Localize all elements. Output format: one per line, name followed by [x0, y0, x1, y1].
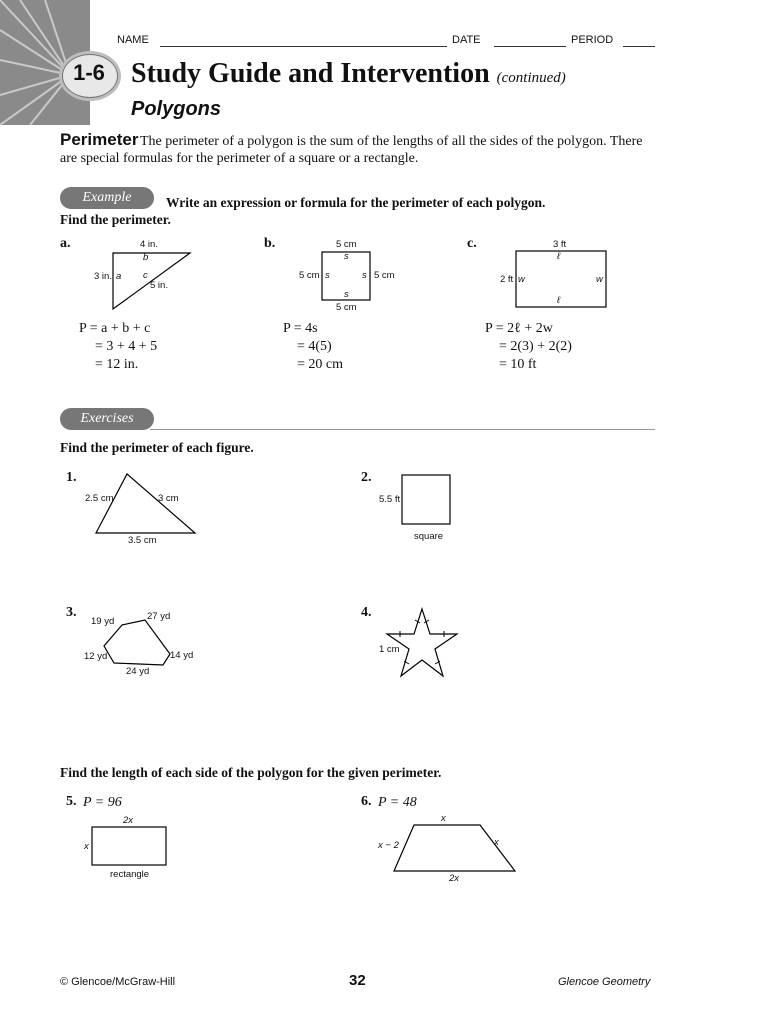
- ex-c-line-2: = 2(3) + 2(2): [499, 339, 572, 354]
- ex2-caption: square: [414, 531, 444, 542]
- title-text: Study Guide and Intervention: [131, 58, 490, 89]
- perimeter-text: The perimeter of a polygon is the sum of the lengths of all the sides of the polygon. There are special formulas for the perimeter of a square or a rectangle.: [60, 134, 643, 166]
- ex-a-b-label: b: [143, 252, 149, 263]
- ex3-side-4: 14 yd: [170, 650, 194, 661]
- exercises-pill: Exercises: [60, 408, 154, 430]
- ex-c-w-left: w: [518, 274, 525, 285]
- ex-b-line-1: P = 4s: [283, 321, 318, 336]
- ex2-side-label: 5.5 ft: [379, 494, 401, 505]
- ex-a-left-label: 3 in.: [94, 271, 112, 282]
- example-a-label: a.: [60, 236, 71, 251]
- exercises-instruction-2: Find the length of each side of the polygon for the given perimeter.: [60, 765, 442, 780]
- footer-publisher: © Glencoe/McGraw-Hill: [60, 976, 176, 988]
- period-label: PERIOD: [571, 34, 614, 46]
- ex-a-top-label: 4 in.: [140, 239, 158, 250]
- ex-c-line-1: P = 2ℓ + 2w: [485, 321, 553, 336]
- date-field[interactable]: [494, 46, 566, 47]
- ex-c-line-3: = 10 ft: [499, 357, 537, 372]
- ex1-right-label: 3 cm: [158, 493, 179, 504]
- ex-c-w-right: w: [596, 274, 603, 285]
- ex-c-l-bottom: ℓ: [557, 295, 561, 306]
- ex-a-line-1: P = a + b + c: [79, 321, 151, 336]
- ex-b-top-label: 5 cm: [336, 239, 357, 250]
- example-c-label: c.: [467, 236, 477, 251]
- period-field[interactable]: [623, 46, 655, 47]
- exercises-instruction: Find the perimeter of each figure.: [60, 440, 254, 455]
- page-number: 32: [349, 972, 366, 989]
- example-c-rectangle: [514, 249, 608, 309]
- ex-a-line-2: = 3 + 4 + 5: [95, 339, 158, 354]
- ex3-label: 3.: [66, 605, 77, 620]
- ex6-top-label: x: [441, 813, 446, 824]
- ex-b-left-label: 5 cm: [299, 270, 320, 281]
- ex3-side-5: 24 yd: [126, 666, 150, 677]
- example-instruction: Write an expression or formula for the perimeter of each polygon.: [166, 195, 546, 210]
- ex-b-s-right: s: [362, 270, 367, 281]
- page-subtitle: Polygons: [131, 98, 222, 120]
- ex5-rectangle: [90, 825, 168, 867]
- ex-a-a-label: a: [116, 271, 122, 282]
- ex-b-s-top: s: [344, 251, 349, 262]
- ex-b-s-left: s: [325, 270, 330, 281]
- ex6-trapezoid: [392, 823, 518, 873]
- ex-c-l-top: ℓ: [557, 251, 561, 262]
- page-title: [131, 58, 566, 90]
- exercises-divider: [150, 429, 655, 430]
- ex1-bottom-label: 3.5 cm: [128, 535, 157, 546]
- example-pill: Example: [60, 187, 154, 209]
- ex3-side-1: 19 yd: [91, 616, 115, 627]
- ex1-triangle: [92, 470, 202, 540]
- ex1-label: 1.: [66, 470, 77, 485]
- example-b-label: b.: [264, 236, 276, 251]
- ex1-left-label: 2.5 cm: [85, 493, 114, 504]
- footer-book: Glencoe Geometry: [558, 976, 651, 988]
- example-instruction-2: Find the perimeter.: [60, 212, 171, 227]
- ex-a-hyp-label: 5 in.: [150, 280, 168, 291]
- ex6-bottom-label: 2x: [449, 873, 460, 884]
- ex6-equation: P = 48: [378, 795, 417, 810]
- continued-label: (continued): [496, 70, 566, 86]
- ex4-side-label: 1 cm: [379, 644, 400, 655]
- date-label: DATE: [452, 34, 481, 46]
- ex5-label: 5.: [66, 794, 77, 809]
- lesson-number: 1-6: [73, 60, 105, 85]
- ex2-square: [400, 473, 452, 526]
- ex-a-line-3: = 12 in.: [95, 357, 139, 372]
- ex5-left-label: x: [84, 841, 89, 852]
- ex-b-bottom-label: 5 cm: [336, 302, 357, 313]
- ex5-caption: rectangle: [110, 869, 150, 880]
- ex-b-line-3: = 20 cm: [297, 357, 343, 372]
- ex-c-top-label: 3 ft: [553, 239, 567, 250]
- ex6-right-label: x: [494, 837, 499, 848]
- name-field[interactable]: [160, 46, 447, 47]
- ex5-equation: P = 96: [83, 795, 122, 810]
- ex3-side-3: 12 yd: [84, 651, 108, 662]
- ex-b-right-label: 5 cm: [374, 270, 395, 281]
- ex-c-left-label: 2 ft: [500, 274, 514, 285]
- ex2-label: 2.: [361, 470, 372, 485]
- ex-b-s-bottom: s: [344, 289, 349, 300]
- ex-a-c-label: c: [143, 270, 148, 281]
- ex6-left-label: x − 2: [378, 840, 399, 851]
- ex-b-line-2: = 4(5): [297, 339, 332, 354]
- ex6-label: 6.: [361, 794, 372, 809]
- ex5-top-label: 2x: [123, 815, 134, 826]
- ex4-label: 4.: [361, 605, 372, 620]
- name-label: NAME: [117, 34, 149, 46]
- ex3-side-2: 27 yd: [147, 611, 171, 622]
- perimeter-heading: Perimeter: [60, 130, 139, 149]
